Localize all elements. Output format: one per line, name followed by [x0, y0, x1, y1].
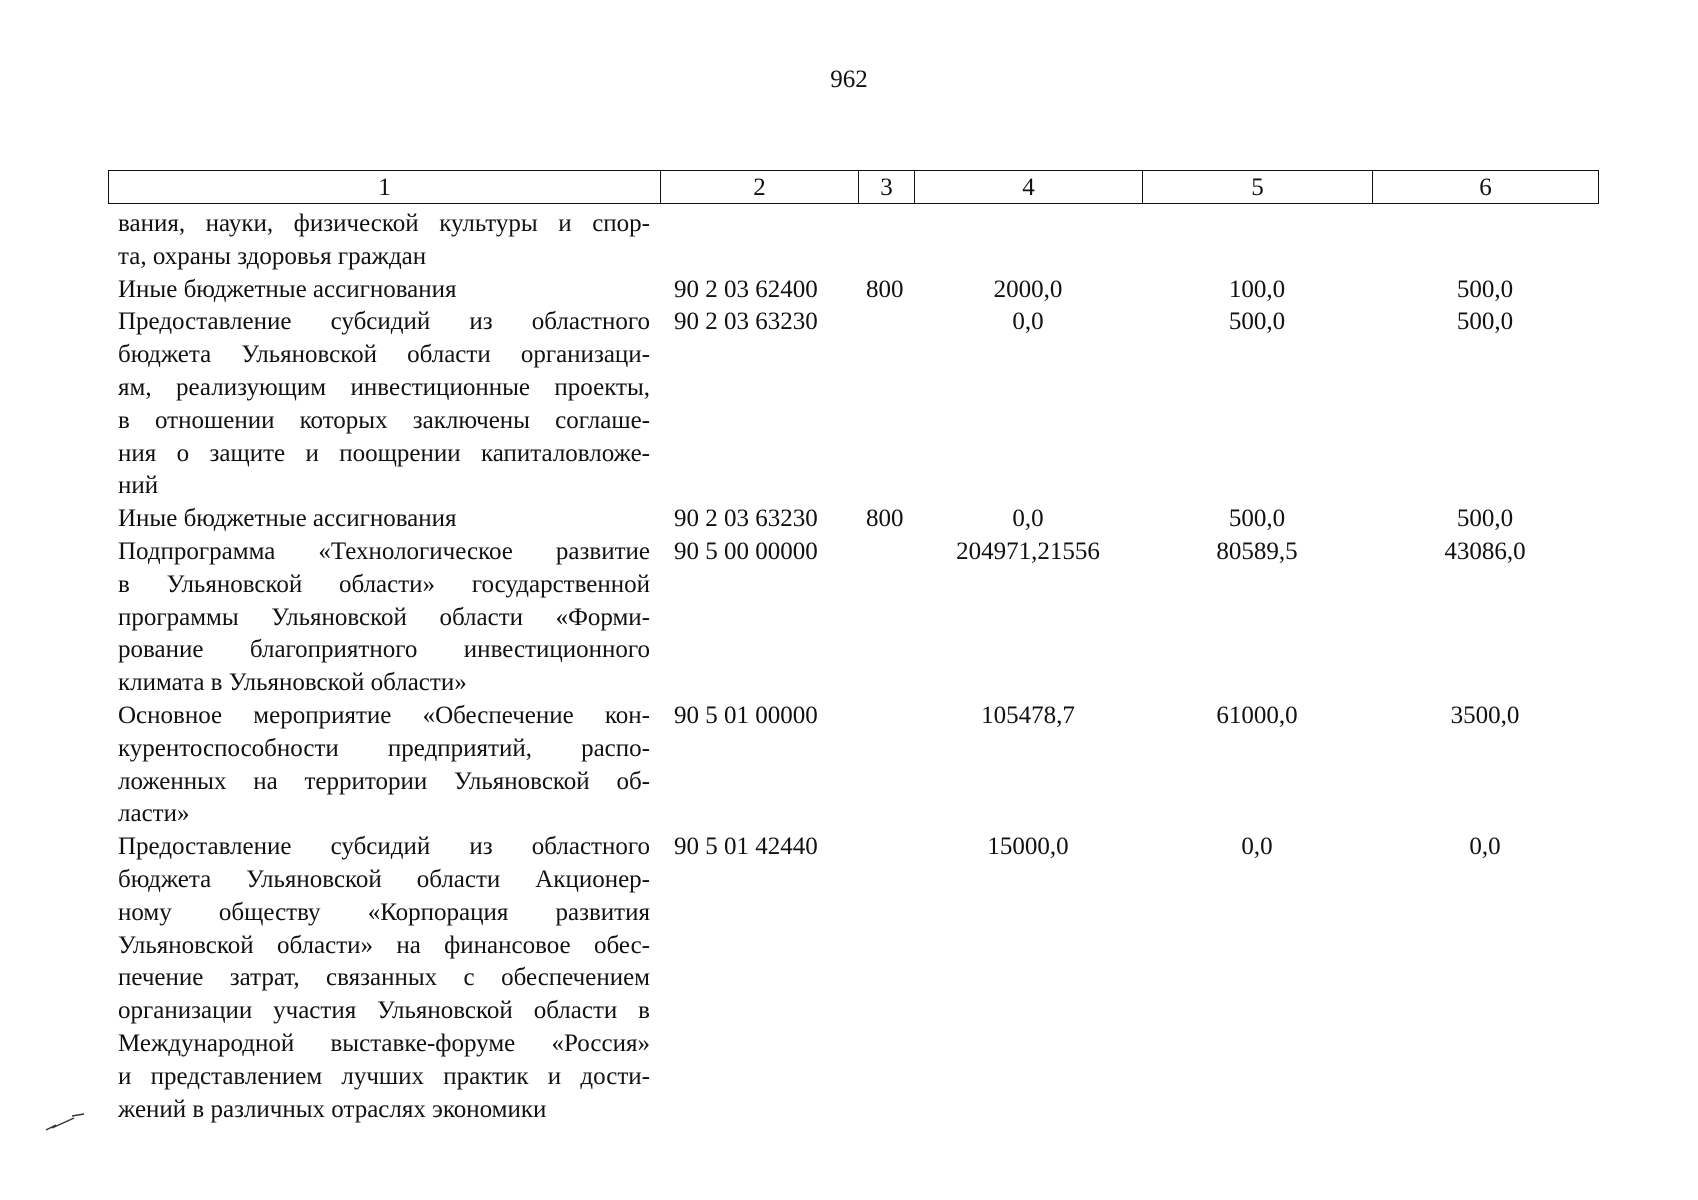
table-row	[108, 503, 1598, 536]
row-value-col4: 204971,21556	[956, 537, 1100, 565]
row-code	[660, 208, 858, 274]
header-col-2: 2	[661, 171, 859, 204]
description-line: рование благоприятного инвестиционного	[118, 636, 650, 664]
description-line: ний	[118, 472, 159, 500]
row-value-col4: 2000,0	[993, 275, 1063, 303]
row-value-col4: 15000,0	[987, 833, 1069, 861]
description-line: ласти»	[118, 800, 190, 828]
row-value-col6: 500,0	[1456, 275, 1514, 303]
row-value-col5: 0,0	[1241, 833, 1273, 861]
table-row	[108, 208, 1598, 274]
row-description	[108, 700, 660, 831]
description-line: организации участия Ульяновской области в	[118, 997, 650, 1025]
row-value-col4	[914, 208, 1142, 274]
description-line: Подпрограмма «Технологическое развитие	[118, 537, 650, 565]
description-line: ному обществу «Корпорация развития	[118, 898, 650, 926]
row-value-col6: 500,0	[1456, 308, 1514, 336]
description-line: в Ульяновской области» государственной	[118, 570, 650, 598]
budget-table	[108, 208, 1598, 1126]
description-line: программы Ульяновской области «Форми-	[118, 603, 650, 631]
row-value-col5: 61000,0	[1216, 701, 1298, 729]
row-kvr	[858, 306, 914, 503]
row-code: 90 5 01 00000	[674, 701, 818, 729]
description-line: Иные бюджетные ассигнования	[118, 505, 457, 533]
description-line: печение затрат, связанных с обеспечением	[118, 964, 650, 992]
header-col-3: 3	[859, 171, 915, 204]
row-code: 90 2 03 63230	[674, 308, 818, 336]
header-col-5: 5	[1143, 171, 1373, 204]
row-description	[108, 208, 660, 274]
row-value-col6: 0,0	[1469, 833, 1501, 861]
description-line: Предоставление субсидий из областного	[118, 308, 650, 336]
row-kvr	[858, 536, 914, 700]
description-line: ния о защите и поощрении капиталовложе-	[118, 439, 650, 467]
description-line: и представлением лучших практик и дости-	[118, 1062, 650, 1090]
row-code: 90 5 00 00000	[674, 537, 818, 565]
page-number: 962	[830, 66, 868, 93]
description-line: Предоставление субсидий из областного	[118, 833, 650, 861]
row-value-col6: 43086,0	[1444, 537, 1526, 565]
description-line: Международной выставке-форуме «Россия»	[118, 1029, 650, 1057]
row-description	[108, 536, 660, 700]
description-line: Иные бюджетные ассигнования	[118, 275, 457, 303]
description-line: Ульяновской области» на финансовое обес-	[118, 931, 650, 959]
description-line: жений в различных отраслях экономики	[118, 1095, 547, 1123]
row-value-col5: 100,0	[1228, 275, 1286, 303]
row-value-col5: 500,0	[1228, 308, 1286, 336]
row-kvr	[858, 700, 914, 831]
description-line: та, охраны здоровья граждан	[118, 242, 427, 270]
description-line: климата в Ульяновской области»	[118, 669, 467, 697]
description-line: ложенных на территории Ульяновской об-	[118, 767, 650, 795]
description-line: ям, реализующим инвестиционные проекты,	[118, 373, 650, 401]
description-line: бюджета Ульяновской области Акционер-	[118, 865, 650, 893]
row-kvr: 800	[866, 275, 904, 303]
header-col-1: 1	[109, 171, 661, 204]
table-row	[108, 536, 1598, 700]
row-value-col6	[1372, 208, 1598, 274]
row-value-col6: 3500,0	[1450, 701, 1520, 729]
row-kvr	[858, 831, 914, 1126]
budget-table-body	[108, 208, 1598, 1126]
row-value-col4: 0,0	[1012, 308, 1044, 336]
row-description	[108, 503, 660, 536]
row-value-col4: 0,0	[1012, 505, 1044, 533]
row-value-col5: 80589,5	[1216, 537, 1298, 565]
description-line: бюджета Ульяновской области организаци-	[118, 341, 650, 369]
handwritten-mark	[44, 1112, 88, 1132]
description-line: Основное мероприятие «Обеспечение кон-	[118, 701, 650, 729]
row-description	[108, 831, 660, 1126]
row-code: 90 2 03 62400	[674, 275, 818, 303]
row-value-col4: 105478,7	[981, 701, 1075, 729]
row-code: 90 2 03 63230	[674, 505, 818, 533]
table-row	[108, 306, 1598, 503]
table-row	[108, 274, 1598, 307]
row-description	[108, 274, 660, 307]
row-value-col5: 500,0	[1228, 505, 1286, 533]
row-value-col5	[1142, 208, 1372, 274]
row-code: 90 5 01 42440	[674, 833, 818, 861]
row-value-col6: 500,0	[1456, 505, 1514, 533]
header-col-4: 4	[915, 171, 1143, 204]
row-kvr: 800	[866, 505, 904, 533]
table-row	[108, 700, 1598, 831]
table-row	[108, 831, 1598, 1126]
description-line: в отношении которых заключены соглаше-	[118, 406, 650, 434]
table-header	[108, 170, 1599, 204]
description-line: курентоспособности предприятий, распо-	[118, 734, 650, 762]
row-kvr	[858, 208, 914, 274]
description-line: вания, науки, физической культуры и спор-	[118, 210, 650, 237]
header-col-6: 6	[1373, 171, 1599, 204]
row-description	[108, 306, 660, 503]
